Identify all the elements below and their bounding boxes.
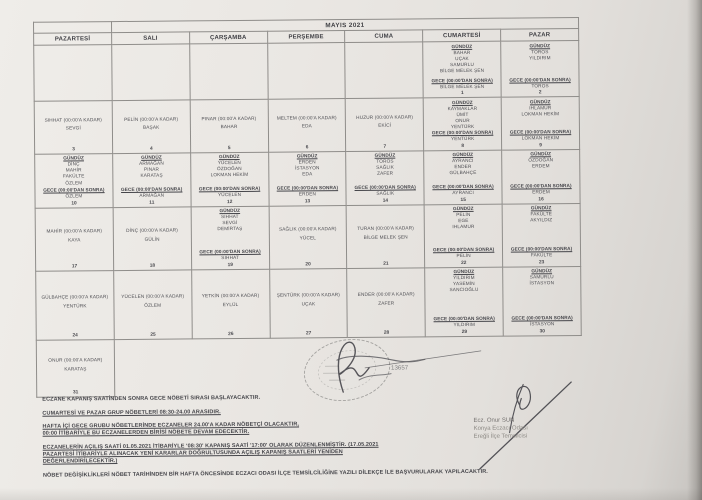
pharmacy-name: YENTÜRK [450,136,475,142]
date-number: 5 [227,145,231,151]
day-shift-block [192,154,267,179]
day-shift-label: GÜNDÜZ [374,152,396,158]
calendar-cell-15 [424,150,502,205]
date-number: 10 [71,200,77,206]
calendar-cell-21 [346,204,424,268]
pharmacy-name: İSTASYON [529,321,555,327]
cell-content [191,152,268,206]
calendar-cell-9 [501,97,579,150]
cell-content [36,208,113,271]
cell-content [192,269,269,338]
pharmacy-name: İSTASYON [529,280,555,286]
night-shift-block [503,129,578,142]
night-shift-block [427,316,502,329]
day-shift-block [504,268,579,287]
pharmacy-name: SAĞLIK [376,164,395,170]
day-shift-block [424,43,499,74]
week-row-5 [36,266,582,340]
calendar-cell-31 [36,339,114,397]
pharmacy-name: TOROS [531,83,549,89]
pharmacy-name: BİLGE MELEK ŞEN [439,67,485,74]
night-shift-block [505,315,580,328]
date-number: 1 [460,91,464,97]
night-shift-block [270,185,345,198]
pharmacy-name: ÜMİT [456,111,469,117]
calendar-cell-4 [112,100,190,153]
day-header-pazar: PAZAR [501,29,579,42]
night-shift-block [504,246,579,259]
pharmacy-name: ERDEM [532,189,550,195]
night-shift-label: GECE (00:00'DAN SONRA) [198,186,261,192]
cell-content [269,206,346,269]
day-shift-label: GÜNDÜZ [452,99,473,105]
calendar-cell-27 [269,268,347,338]
pharmacy-name: PELİN [456,253,471,259]
pharmacy-name: SIHHAT (00:00'A KADAR) [44,116,103,123]
night-shift-block [193,249,268,262]
pharmacy-name: MELTEM (00:00'A KADAR) [276,114,337,121]
night-shift-block [348,185,423,198]
pharmacy-name: ZAFER [377,171,394,177]
date-number: 7 [383,144,387,150]
calendar-cell-11 [112,152,190,207]
blank-area [192,338,270,396]
pharmacy-name: IHLAMUR [529,104,552,110]
pharmacy-name: YILDIRIM [529,54,551,61]
pharmacy-name: SEVGİ [65,125,81,131]
pharmacy-name: ENDER (00:00'A KADAR) [357,291,415,298]
pharmacy-name: UÇAK [301,300,316,306]
calendar-cell-22 [424,204,502,268]
pharmacy-name: BİLGE MELEK ŞEN [363,234,408,240]
cell-content [502,150,579,204]
cell-content [113,207,190,270]
pharmacy-name: ERDEN [298,159,316,165]
pharmacy-name: SEVGİ [222,220,238,226]
day-header-pazartesi: PAZARTESİ [34,33,112,46]
pharmacy-name: ARMAĞAN [139,192,165,199]
calendar-cell-16 [502,149,580,204]
day-shift-block [502,43,577,62]
date-number: 6 [305,144,309,150]
pharmacy-name: SANCIOĞLU [449,287,479,293]
pharmacy-name: YETKİN (00:00'A KADAR) [201,293,260,299]
pharmacy-name: KARATAŞ [64,365,87,372]
night-shift-block [503,77,578,90]
date-number: 12 [226,199,233,205]
day-shift-block [503,99,578,118]
calendar-cell-empty [267,43,345,100]
calendar-cell-12 [190,152,268,207]
night-shift-label: GECE (00:00'DAN SONRA) [199,249,261,255]
calendar-cell-28 [347,267,425,337]
pharmacy-name: EGE [458,218,469,224]
cell-content [270,269,347,338]
pharmacy-name: BAHAR [453,49,471,55]
day-shift-label: GÜNDÜZ [452,205,474,212]
pharmacy-name: YÜCELEN [217,192,242,198]
pharmacy-name: ÖZLEM [144,302,162,308]
cell-content [268,99,345,151]
date-number: 15 [460,197,466,203]
cell-content [191,206,268,269]
pharmacy-name: UÇAK [455,55,469,61]
week-row-3 [35,149,580,208]
date-number: 21 [383,261,389,267]
pharmacy-name: YILDIRIM [453,274,475,281]
night-shift-label: GECE (00:00'DAN SONRA) [43,187,105,193]
pharmacy-name: MAHİR [65,167,82,173]
date-number: 29 [461,329,468,335]
date-number: 11 [149,200,155,206]
night-shift-label: GECE (00:00'DAN SONRA) [121,186,183,193]
pharmacy-name: FAKÜLTE [530,252,553,258]
cell-content [35,101,112,153]
calendar-cell-10 [35,153,113,208]
pharmacy-name: YÜCELEN (00:00'A KADAR) [121,293,185,300]
day-header-cumartesi: CUMARTESİ [423,29,501,42]
calendar-cell-29 [425,267,503,337]
day-shift-label: GÜNDÜZ [453,268,475,275]
night-shift-label: GECE (00:00'DAN SONRA) [431,130,494,136]
calendar-cell-8 [423,97,501,150]
pharmacy-name: PINAR (00:00'A KADAR) [201,115,257,121]
pharmacy-name: TOROS [531,48,549,54]
date-number: 20 [305,261,311,267]
day-shift-block [348,152,423,177]
date-number: 24 [72,332,78,338]
pharmacy-name: PELİN (00:00'A KADAR) [124,116,179,122]
cell-content [501,41,578,97]
cell-content [503,204,580,267]
pharmacy-name: GÜLİN [144,236,160,242]
cell-content [424,150,501,204]
date-number: 2 [538,90,542,96]
blank-area [114,338,192,396]
night-shift-label: GECE (00:00'DAN SONRA) [510,246,573,252]
night-shift-block [114,187,189,200]
night-shift-label: GECE (00:00'DAN SONRA) [276,185,339,191]
day-shift-block [503,151,578,170]
date-number: 23 [538,259,545,265]
day-header-persembe: PERŞEMBE [267,31,345,44]
pharmacy-name: YASEMİN [453,281,475,287]
pharmacy-name: İSTASYON [294,165,320,171]
day-shift-label: GÜNDÜZ [530,205,552,211]
day-shift-block [192,208,267,233]
calendar-cell-6 [268,99,346,152]
day-shift-block [504,205,579,224]
pharmacy-name: YENTÜRK [450,124,475,130]
calendar-cell-23 [502,203,580,267]
pharmacy-name: HUZUR (00:00'A KADAR) [356,113,414,120]
pharmacy-name: ONUR (00:00'A KADAR) [48,357,103,363]
corner-cell [34,22,112,34]
pharmacy-name: ZAFER [378,300,395,306]
calendar-cell-3 [34,101,112,154]
signer-name: Ecz. Onur SUN [473,417,515,424]
stamp-number: 13657 [391,364,409,372]
date-number: 25 [150,332,156,338]
pharmacy-name: DİNÇ (00:00'A KADAR) [126,227,179,234]
pharmacy-name: EKİCİ [378,122,392,128]
calendar-cell-20 [269,205,347,269]
pharmacy-name: FAKÜLTE [62,173,85,179]
date-number: 14 [382,198,389,204]
month-title: MAYIS 2021 [111,18,578,33]
pharmacy-name: DİNÇ [67,161,80,167]
pharmacy-name: LOKMAN HEKİM [521,135,560,141]
footer-note-1: ECZANE KAPANIŞ SAATİNDEN SONRA GECE NÖBETİ SIRASI BAŞLAYACAKTIR. [42,394,261,403]
pharmacy-name: ARMAĞAN [139,160,164,166]
pharmacy-name: MAHİR (00:00'A KADAR) [46,228,103,234]
pharmacy-name: ŞENTÜRK (00:00'A KADAR) [276,292,340,298]
pharmacy-name: ENDER [454,164,472,170]
night-shift-block [426,247,501,260]
day-shift-label: GÜNDÜZ [452,151,474,158]
date-number: 31 [72,389,79,395]
calendar-cell-30 [503,266,582,336]
date-number: 13 [304,198,311,204]
day-shift-block [426,269,501,294]
pharmacy-name: ERDEM [531,163,550,169]
pharmacy-name: TURAN (00:00'A KADAR) [357,225,414,232]
date-number: 8 [461,143,465,149]
day-shift-label: GÜNDÜZ [530,151,552,157]
cell-content [36,271,113,340]
pharmacy-name: AKYILDIZ [530,217,553,223]
night-shift-block [192,186,267,199]
day-shift-label: GÜNDÜZ [529,42,551,48]
date-number: 17 [71,263,78,269]
pharmacy-name: ERDEN [298,191,317,197]
calendar-cell-empty [34,45,112,102]
night-shift-label: GECE (00:00'DAN SONRA) [431,77,493,84]
calendar-cell-empty [112,44,190,101]
cell-content [269,152,346,206]
calendar-cell-25 [114,269,192,339]
week-row-4 [35,203,581,271]
day-shift-label: GÜNDÜZ [529,98,551,104]
pharmacy-name: FAKÜLTE [530,211,553,217]
cell-content [503,267,581,336]
calendar-cell-2 [501,41,579,98]
day-shift-block [114,154,189,179]
pharmacy-name: EDA [302,171,313,177]
cell-content [425,204,502,267]
calendar-cell-empty [189,43,267,100]
date-number: 28 [383,330,390,336]
pharmacy-name: YENTÜRK [63,302,87,309]
pharmacy-name: PINAR [143,166,160,173]
pharmacy-name: KARATAŞ [140,173,163,179]
day-shift-label: GÜNDÜZ [531,268,553,274]
calendar-cell-17 [35,207,113,271]
night-shift-label: GECE (00:00'DAN SONRA) [432,184,494,190]
footer-note-3: HAFTA İÇİ GECE GRUBU NÖBETLERİNDE ECZANELER 24.00'A KADAR NÖBETÇİ OLACAKTIR, 00:00 İTİBARİYLE BU ECZANELERDEN BİRİSİ NÖBETE DEVAM EDECEKTİR. [42,421,300,438]
night-shift-block [425,130,500,143]
day-header-carsamba: ÇARŞAMBA [189,31,267,44]
pharmacy-name: YILDIRIM [453,322,476,328]
pharmacy-name: GÜLBAHÇE (00:00'A KADAR) [41,294,109,301]
day-shift-label: GÜNDÜZ [218,153,240,160]
pharmacy-name: YÜCEL [299,234,317,240]
night-shift-block [426,184,501,197]
pharmacy-name: PELİN [456,211,471,218]
calendar-cell-19 [191,206,269,270]
day-shift-label: GÜNDÜZ [296,153,318,159]
date-number: 26 [228,331,234,337]
calendar-cell-13 [268,151,346,206]
calendar-cell-7 [346,98,424,151]
pharmacy-name: AYRANCI [452,190,474,196]
day-shift-block [425,99,500,130]
pharmacy-name: BAŞAK [142,124,160,130]
cell-content [113,153,190,207]
pharmacy-name: SIHHAT [220,213,239,220]
night-shift-block [36,187,111,200]
pharmacy-name: SIHHAT [221,255,240,261]
pharmacy-name: IHLAMUR [452,224,475,230]
pharmacy-name: KAYA [68,236,81,242]
night-shift-label: GECE (00:00'DAN SONRA) [509,76,571,83]
day-shift-block [426,206,501,231]
night-shift-label: GECE (00:00'DAN SONRA) [354,184,416,191]
day-shift-label: GÜNDÜZ [219,207,241,214]
day-shift-label: GÜNDÜZ [63,155,84,161]
day-shift-block [36,155,111,186]
cell-content [347,151,424,205]
date-number: 9 [539,142,542,148]
date-number: 4 [150,146,153,152]
pharmacy-name: ONUR [455,117,470,123]
pharmacy-name: ÖZLEM [65,179,83,186]
cell-content [502,97,579,149]
pharmacy-name: AYRANCI [452,157,474,164]
cell-content [425,267,502,336]
day-shift-block [425,152,500,177]
pharmacy-name: TOROS [376,158,394,164]
pharmacy-name: EYLÜL [222,301,239,307]
pharmacy-name: ÖZDOĞAN [216,166,242,172]
cell-content [37,340,114,397]
date-number: 22 [461,260,467,266]
date-number: 16 [538,196,544,202]
week-row-2 [34,97,579,154]
cell-content [113,100,190,152]
cell-content [190,100,267,152]
cell-content [346,98,423,150]
calendar-cell-14 [346,150,424,205]
day-header-sali: SALI [111,32,189,45]
pharmacy-name: SAMURLU [450,61,475,68]
pharmacy-name: KAYMAKLAR [447,105,478,111]
signer-organization: Konya Eczacı Odası [473,425,528,432]
cell-content [423,42,500,98]
pharmacy-name: ÖZLEM [65,193,83,199]
pharmacy-name: LOKMAN HEKİM [210,172,249,178]
pharmacy-name: LOKMAN HEKİM [521,110,560,117]
footer-note-4: ECZANELERİN AÇILIŞ SAATİ 01.05.2021 İTİBARİYLE '08:30' KAPANIŞ SAATİ '17:00' OLARAK DÜZENLENMİŞTİR. (17.05.2021 PAZARTESİ İTİBARİYLE ALINACAK YENİ KARARLAR DOĞRULTUSUNDA AÇILIŞ KAPANIŞ SAATLERİ YENİDEN DEĞERLENDİRİLECEKTİR.) [42,441,379,466]
cell-content [347,205,424,268]
pharmacy-name: ÖZDOĞAN [528,157,554,163]
calendar-cell-5 [190,99,268,152]
pharmacy-name: EDA [301,123,312,129]
day-shift-label: GÜNDÜZ [451,43,473,49]
night-shift-label: GECE (00:00'DAN SONRA) [433,316,495,322]
pharmacy-name: SAĞLIK (00:00'A KADAR) [278,226,337,232]
day-shift-block [270,153,345,178]
calendar-cell-empty [345,42,423,99]
night-shift-block [425,77,500,90]
calendar-cell-24 [36,270,114,340]
pharmacy-name: YÜCELEN [217,159,241,166]
night-shift-label: GECE (00:00'DAN SONRA) [511,315,573,321]
pharmacy-name: SAĞLIK [376,190,395,197]
day-header-cuma: CUMA [345,30,423,43]
cell-content [114,270,191,339]
calendar-cell-26 [191,269,269,339]
cell-content [35,154,112,208]
pharmacy-name: GÜLBAHÇE [449,170,477,176]
pharmacy-name: SAMURLU [529,274,554,280]
date-number: 18 [149,263,156,269]
pharmacy-name: BAHAR [220,123,238,129]
week-row-1 [34,41,579,102]
calendar-cell-18 [113,206,191,270]
night-shift-label: GECE (00:00'DAN SONRA) [432,247,495,253]
night-shift-block [503,183,578,196]
signer-role: Ereğli İlçe Temsilcisi [473,433,528,440]
night-shift-label: GECE (00:00'DAN SONRA) [509,129,572,135]
pharmacy-name: DEMİRTAŞ [217,226,243,232]
date-number: 3 [72,146,75,152]
date-number: 19 [227,262,233,268]
night-shift-label: GECE (00:00'DAN SONRA) [510,183,572,189]
pharmacy-name: BİLGE MELEK ŞEN [440,83,485,90]
calendar-cell-1 [423,41,501,98]
signature-block [473,417,528,441]
footer-note-2: CUMARTESİ VE PAZAR GRUP NÖBETLERİ 08:30-24.00 ARASIDIR. [42,408,221,417]
date-number: 27 [305,330,312,336]
footer-note-5: NÖBET DEĞİŞİKLİKLERİ NÖBET TARİHİNDEN BİR HAFTA ÖNCESİNDE ECZACI ODASI İLÇE TEMSİLCİLİĞİNE YAZILI DİLEKÇE İLE BAŞVURULARAK YAPILACAKTIR. [42,468,488,479]
day-shift-label: GÜNDÜZ [141,154,162,160]
date-number: 30 [539,328,545,334]
cell-content [348,268,425,337]
cell-content [424,98,501,150]
